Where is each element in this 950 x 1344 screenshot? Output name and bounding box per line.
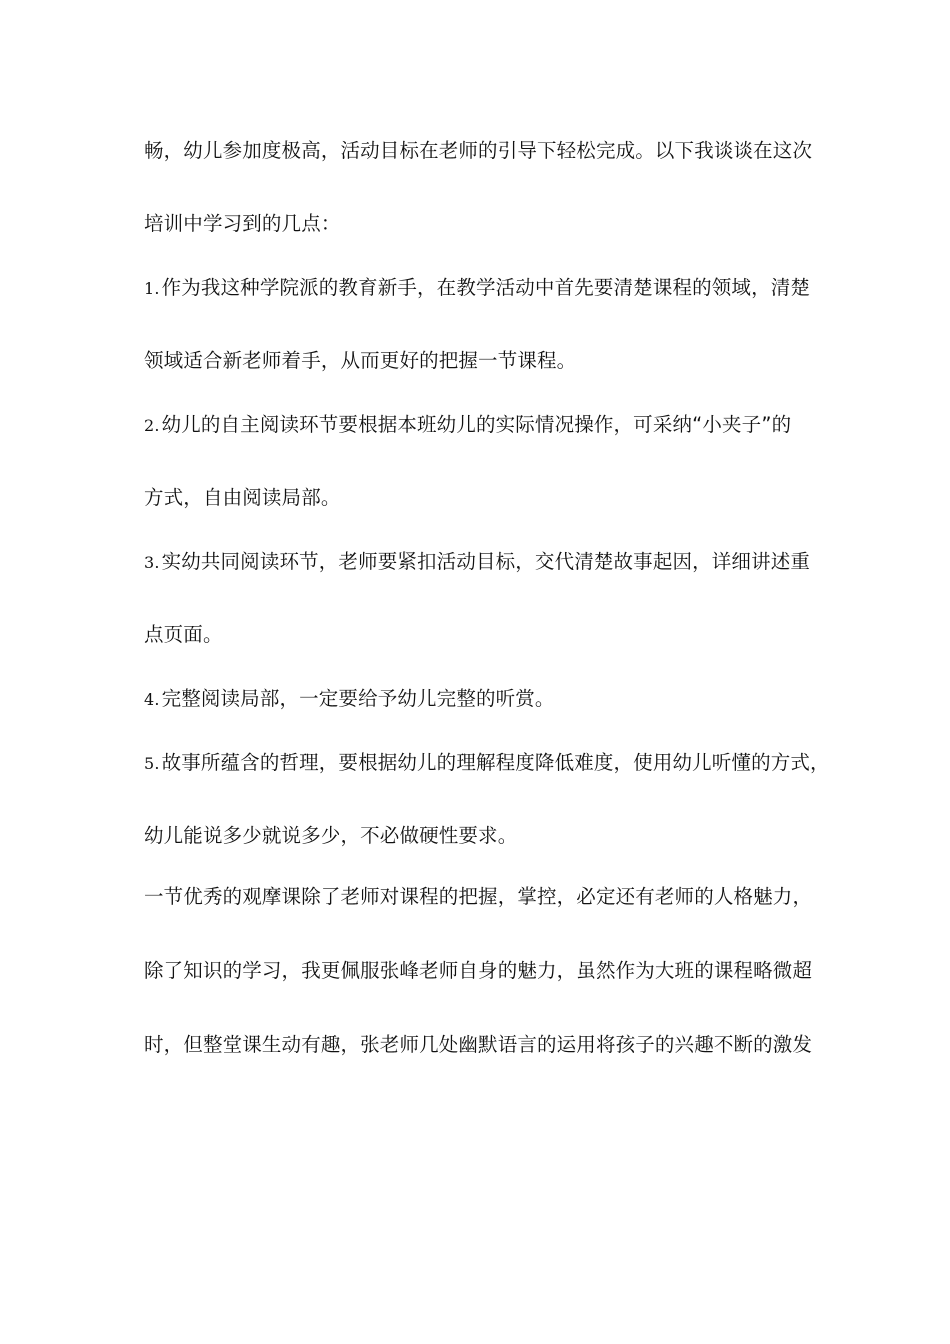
- text-line: [144, 959, 824, 983]
- line-text: 点页面。: [144, 623, 223, 646]
- list-number: 5.: [144, 754, 160, 773]
- text-line: [144, 139, 824, 163]
- list-item: [144, 550, 824, 575]
- list-number: 2.: [144, 416, 160, 435]
- list-item: [144, 751, 830, 776]
- line-text: 幼儿的自主阅读环节要根据本班幼儿的实际情况操作，可采纳“小夹子”的: [161, 413, 792, 436]
- list-number: 3.: [144, 553, 160, 572]
- line-text: 培训中学习到的几点：: [144, 212, 341, 235]
- line-text: 方式，自由阅读局部。: [144, 486, 341, 509]
- line-text: 故事所蕴含的哲理，要根据幼儿的理解程度降低难度，使用幼儿听懂的方式，: [161, 751, 830, 774]
- text-line: [144, 623, 824, 647]
- text-line: [144, 1033, 824, 1057]
- line-text: 幼儿能说多少就说多少，不必做硬性要求。: [144, 824, 518, 847]
- line-text: 实幼共同阅读环节，老师要紧扣活动目标，交代清楚故事起因，详细讲述重: [161, 550, 811, 573]
- list-number: 4.: [144, 690, 160, 709]
- line-text: 一节优秀的观摩课除了老师对课程的把握，掌控，必定还有老师的人格魅力，: [144, 885, 813, 908]
- line-text: 时，但整堂课生动有趣，张老师几处幽默语言的运用将孩子的兴趣不断的激发: [144, 1033, 813, 1056]
- text-line: [144, 349, 824, 373]
- list-number: 1.: [144, 279, 160, 298]
- text-line: [144, 824, 824, 848]
- line-text: 作为我这种学院派的教育新手，在教学活动中首先要清楚课程的领域，清楚: [161, 276, 811, 299]
- line-text: 畅，幼儿参加度极高，活动目标在老师的引导下轻松完成。以下我谈谈在这次: [144, 139, 813, 162]
- text-line: [144, 212, 824, 236]
- line-text: 除了知识的学习，我更佩服张峰老师自身的魅力，虽然作为大班的课程略微超: [144, 959, 813, 982]
- text-line: [144, 885, 824, 909]
- line-text: 完整阅读局部，一定要给予幼儿完整的听赏。: [161, 687, 555, 710]
- line-text: 领域适合新老师着手，从而更好的把握一节课程。: [144, 349, 577, 372]
- list-item: [144, 687, 824, 712]
- list-item: [144, 276, 824, 301]
- list-item: [144, 413, 824, 438]
- text-line: [144, 486, 824, 510]
